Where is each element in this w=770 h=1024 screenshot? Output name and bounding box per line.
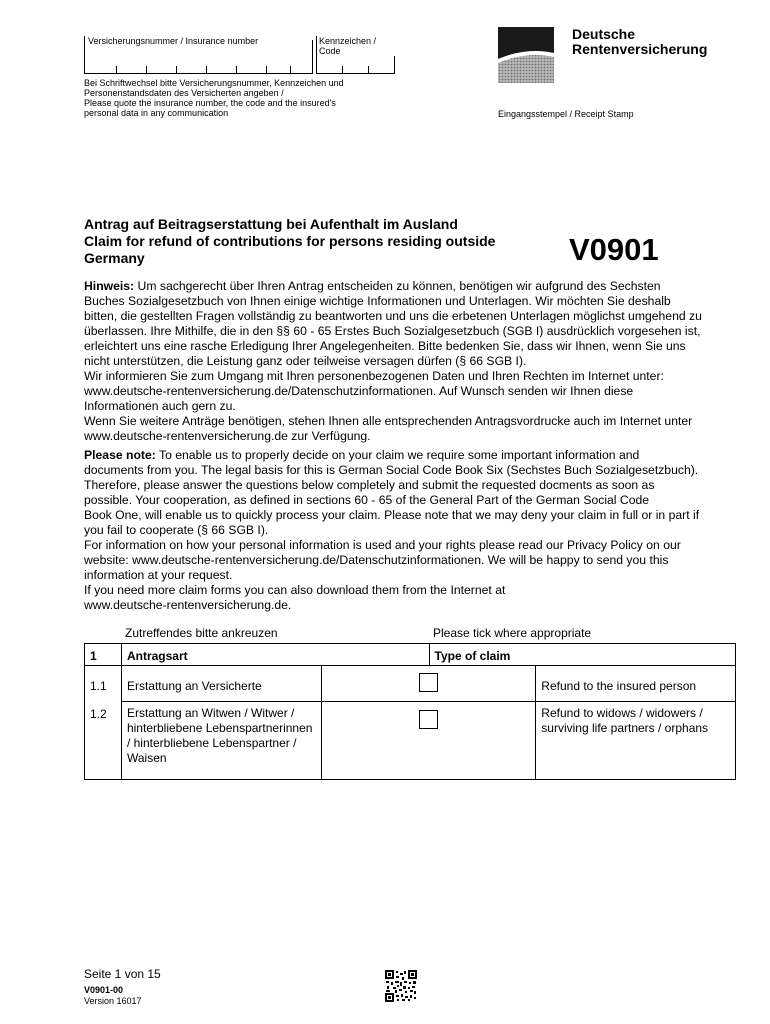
table-row — [85, 666, 736, 702]
drv-logo-icon — [498, 27, 554, 83]
form-version: Version 16017 — [84, 996, 142, 1006]
code-label: Kennzeichen / Code — [319, 36, 377, 56]
row-number: 1.1 — [85, 666, 122, 702]
drv-logo — [498, 27, 554, 83]
claim-option-en: Refund to the insured person — [536, 666, 736, 702]
claim-option-en: Refund to widows / widowers / surviving life partners / orphans — [536, 702, 736, 780]
form-number: V0901 — [569, 232, 659, 267]
qr-code-icon — [385, 970, 417, 1002]
logo-wordmark: Deutsche Rentenversicherung — [572, 26, 708, 57]
insurance-number-field[interactable] — [84, 36, 313, 74]
section-heading-en: Type of claim — [429, 644, 735, 666]
row-number: 1.2 — [85, 702, 122, 780]
notice-english: Please note: To enable us to properly decide on your claim we require some important information and documents from you. The legal basis for this is German Social Code Book Six (Sechstes Buch Sozialgesetzbuch). Therefore, please answer the questions below completely and submit the requested docments as soon as possible. Your cooperation, as defined in sections 60 - 65 of the General Part of the German Social Code Book One, will enable us to quickly process your claim. Please note that we may deny your claim in full or in part if you fail to cooperate (§ 66 SGB I). For information on how your personal information is used and your rights please read our Privacy Policy on our website: www.deutsche-rentenversicherung.de/Datenschutzinformationen. We will be happy to send you this information at your request. If you need more claim forms you can also download them from the Internet at www.deutsche-rentenversicherung.de. — [84, 448, 700, 612]
table-row — [85, 702, 736, 780]
claim-type-table — [84, 643, 736, 780]
notice-german: Hinweis: Um sachgerecht über Ihren Antrag entscheiden zu können, benötigen wir aufgrund des Sechsten Buches Sozialgesetzbuch von Ihnen einige wichtige Informationen und Unterlagen. Wir möchten Sie deshalb bitten, die gestellten Fragen vollständig zu beantworten und uns die erbetenen Unterlagen möglichst umgehend zu überlassen. Ihre Mithilfe, die in den §§ 60 - 65 Erstes Buch Sozialgesetzbuch (SGB I) ausdrücklich vorgesehen ist, erleichtert uns eine rasche Erledigung Ihrer Angelegenheiten. Bitte bedenken Sie, dass wir Ihnen, wenn Sie uns nicht unterstützen, die Leistung ganz oder teilweise versagen dürfen (§ 66 SGB I). Wir informieren Sie zum Umgang mit Ihren personenbezogenen Daten und Ihren Rechten im Internet unter: www.deutsche-rentenversicherung.de/Datenschutzinformationen. Auf Wunsch senden wir Ihnen diese Informationen auch gern zu. Wenn Sie weitere Anträge benötigen, stehen Ihnen alle entsprechenden Antragsvordrucke auch im Internet unter www.deutsche-rentenversicherung.de zur Verfügung. — [84, 279, 702, 443]
claim-option-de: Erstattung an Witwen / Witwer / hinterbliebene Lebenspartnerinnen / hinterbliebene Lebenspartner / Waisen — [121, 702, 321, 780]
section-number: 1 — [85, 644, 122, 666]
claim-option-de: Erstattung an Versicherte — [121, 666, 321, 702]
receipt-stamp-label: Eingangsstempel / Receipt Stamp — [498, 109, 634, 119]
page-indicator: Seite 1 von 15 — [84, 967, 161, 981]
insurance-number-label: Versicherungsnummer / Insurance number — [88, 36, 259, 46]
correspondence-note: Bei Schriftwechsel bitte Versicherungsnummer, Kennzeichen und Personenstandsdaten des Versicherten angeben / Please quote the insurance number, the code and the insured's personal data in any communication — [84, 78, 344, 118]
form-title: Antrag auf Beitragserstattung bei Aufenthalt im Ausland Claim for refund of contributions for persons residing outside Germany — [84, 216, 496, 266]
checkbox-cell — [321, 702, 536, 780]
form-code: V0901-00 — [84, 985, 124, 995]
checkbox-refund-insured[interactable] — [419, 673, 438, 692]
tick-instruction-en: Please tick where appropriate — [433, 626, 592, 640]
checkbox-refund-survivors[interactable] — [419, 710, 438, 729]
section-heading-de: Antragsart — [121, 644, 429, 666]
tick-instruction-de: Zutreffendes bitte ankreuzen — [125, 626, 278, 640]
code-field[interactable] — [316, 36, 395, 74]
checkbox-cell — [321, 666, 536, 702]
table-header-row — [85, 644, 736, 666]
